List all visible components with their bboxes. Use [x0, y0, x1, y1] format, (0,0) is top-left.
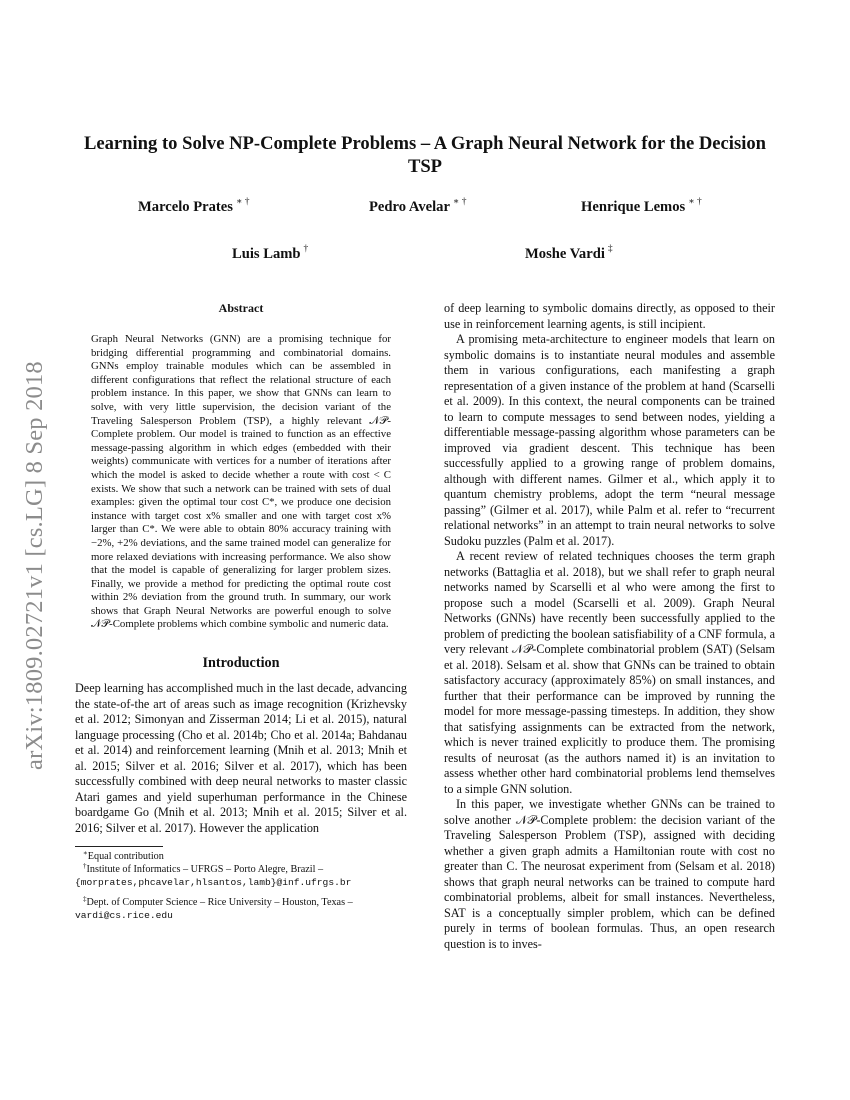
body-paragraph-continued: of deep learning to symbolic domains directly, as opposed to their use in reinforcement learning agents, is still incipient. [444, 301, 775, 331]
email-address: {morprates,phcavelar,hlsantos,lamb}@inf.ufrgs.br [75, 877, 352, 889]
footnote-rice [75, 896, 407, 909]
author-3 [581, 199, 702, 216]
footnote-equal-contribution [75, 850, 407, 863]
affiliation-marks: † [303, 244, 309, 254]
footnote-text: Institute of Informatics – UFRGS – Porto Alegre, Brazil – [86, 864, 324, 876]
left-column [75, 301, 407, 922]
footnote-ufrgs-emails [75, 876, 407, 889]
footnote-mark: † [83, 862, 87, 871]
author-name: Moshe Vardi [525, 246, 605, 262]
right-column [444, 301, 775, 952]
author-name: Luis Lamb [232, 246, 301, 262]
abstract-heading: Abstract [218, 301, 264, 315]
author-5 [525, 246, 613, 263]
body-paragraph-graph-networks: A recent review of related techniques chooses the term graph networks (Battaglia et al. 2018), but we shall refer to graph neural networks named by Scarselli et al who were among the first to propose such a model (Scarselli et al. 2009). Graph Neural Networks (GNNs) have recently been successfully applied to the problem of predicting the boolean satisfiability of a CNF formula, a very relevant 𝒩𝒫-Complete combinatorial problem (SAT) (Selsam et al. 2018). Selsam et al. show that GNNs can be trained to obtain satisfactory accuracy (approximately 85%) on small instances, and further that their performance can be improved by running the model for more message-passing timesteps. In addition, they show that satisfying assignments can be extracted from the network, which is never trained explicitly to produce them. The promising results of neurosat (as the authors named it) is an invitation to assess whether other hard combinatorial problems lend themselves to a simple GNN solution. [444, 549, 775, 796]
introduction-paragraph-1: Deep learning has accomplished much in the last decade, advancing the state-of-the art of areas such as image recognition (Krizhevsky et al. 2012; Simonyan and Zisserman 2014; Li et al. 2015), natural language processing (Cho et al. 2014b; Cho et al. 2014a; Bahdanau et al. 2014) and reinforcement learning (Mnih et al. 2013; Mnih et al. 2015; Silver et al. 2016; Silver et al. 2017), which has been successfully combined with deep neural networks to master classic Atari games and yield superhuman performance in the Chinese boardgame Go (Mnih et al. 2013; Mnih et al. 2015; Silver et al. 2016; Silver et al. 2017). However the application [75, 681, 407, 835]
author-name: Pedro Avelar [369, 199, 450, 215]
footnote-text: Equal contribution [87, 851, 164, 863]
author-4 [232, 246, 308, 263]
author-2 [369, 199, 467, 216]
author-name: Marcelo Prates [138, 199, 233, 215]
footnote-mark: ‡ [83, 895, 87, 904]
arxiv-identifier-stamp: arXiv:1809.02721v1 [cs.LG] 8 Sep 2018 [21, 361, 48, 770]
body-paragraph-meta-architecture: A promising meta-architecture to engineer models that learn on symbolic domains is to instantiate neural modules and assemble them in various configurations, each manifesting a graph representation of a given instance of the problem at hand (Scarselli et al. 2009). In this context, the neural components can be trained to learn to compute messages to send between nodes, yielding a differentiable message-passing algorithm whose parameters can be improved via gradient descent. This technique has been successfully applied to a growing range of problem domains, although with different names. Gilmer et al., which apply it to quantum chemistry problems, adopt the term “neural message passing” (Gilmer et al. 2017), while Palm et al. refer to “recurrent relational networks” in an attempt to train neural networks to solve Sudoku puzzles (Palm et al. 2017). [444, 332, 775, 548]
affiliation-marks: ∗ † [235, 197, 250, 207]
footnote-ufrgs [75, 863, 407, 876]
abstract-text: Graph Neural Networks (GNN) are a promising technique for bridging differential programming and combinatorial domains. GNNs employ trainable modules which can be assembled in different configurations that reflect the relational structure of each problem instance. In this paper, we show that GNNs can learn to solve, with very little supervision, the decision variant of the Traveling Salesperson Problem (TSP), a highly relevant 𝒩𝒫-Complete problem. Our model is trained to function as an effective message-passing algorithm in which edges (embedded with their weights) communicate with vertices for a number of iterations after which the model is asked to decide whether a route with cost < C exists. We show that such a network can be trained with sets of dual examples: given the optimal tour cost C*, we produce one decision instance with target cost x% smaller and one with target cost x% larger than C*. We were able to obtain 80% accuracy training with −2%, +2% deviations, and the same trained model can generalize for more relaxed deviations with increasing performance. We also show that the model is capable of generalizing for larger problem sizes. Finally, we provide a method for predicting the optimal route cost within 2% deviation from the ground truth. In summary, our work shows that Graph Neural Networks are powerful enough to solve 𝒩𝒫-Complete problems which combine symbolic and numeric data. [91, 333, 391, 631]
affiliation-marks: ∗ † [688, 197, 702, 207]
author-name: Henrique Lemos [581, 199, 686, 215]
footnote-text: Dept. of Computer Science – Rice University – Houston, Texas – [86, 897, 353, 909]
paper-title: Learning to Solve NP-Complete Problems – A Graph Neural Network for the Decision TSP [83, 133, 767, 177]
introduction-heading: Introduction [202, 655, 280, 672]
body-paragraph-this-paper: In this paper, we investigate whether GNNs can be trained to solve another 𝒩𝒫-Complete problem: the decision variant of the Traveling Salesperson Problem (TSP), assigned with deciding whether a given graph admits a Hamiltonian route with cost no greater than C. The neurosat experiment from (Selsam et al. 2018) shows that graph neural networks can be trained to compute hard combinatorial problems, albeit for small instances. Nevertheless, SAT is a conceptually simpler problem, which can be defined purely in terms of boolean formulas. Thus, an open research question is to inves- [444, 797, 775, 951]
footnote-rice-email [75, 909, 407, 922]
author-1 [138, 199, 250, 216]
footnote-mark: ∗ [83, 849, 88, 858]
email-address: vardi@cs.rice.edu [75, 910, 173, 922]
affiliation-marks: ∗ † [452, 197, 467, 207]
footnote-rule [75, 846, 163, 847]
affiliation-marks: ‡ [607, 244, 613, 254]
